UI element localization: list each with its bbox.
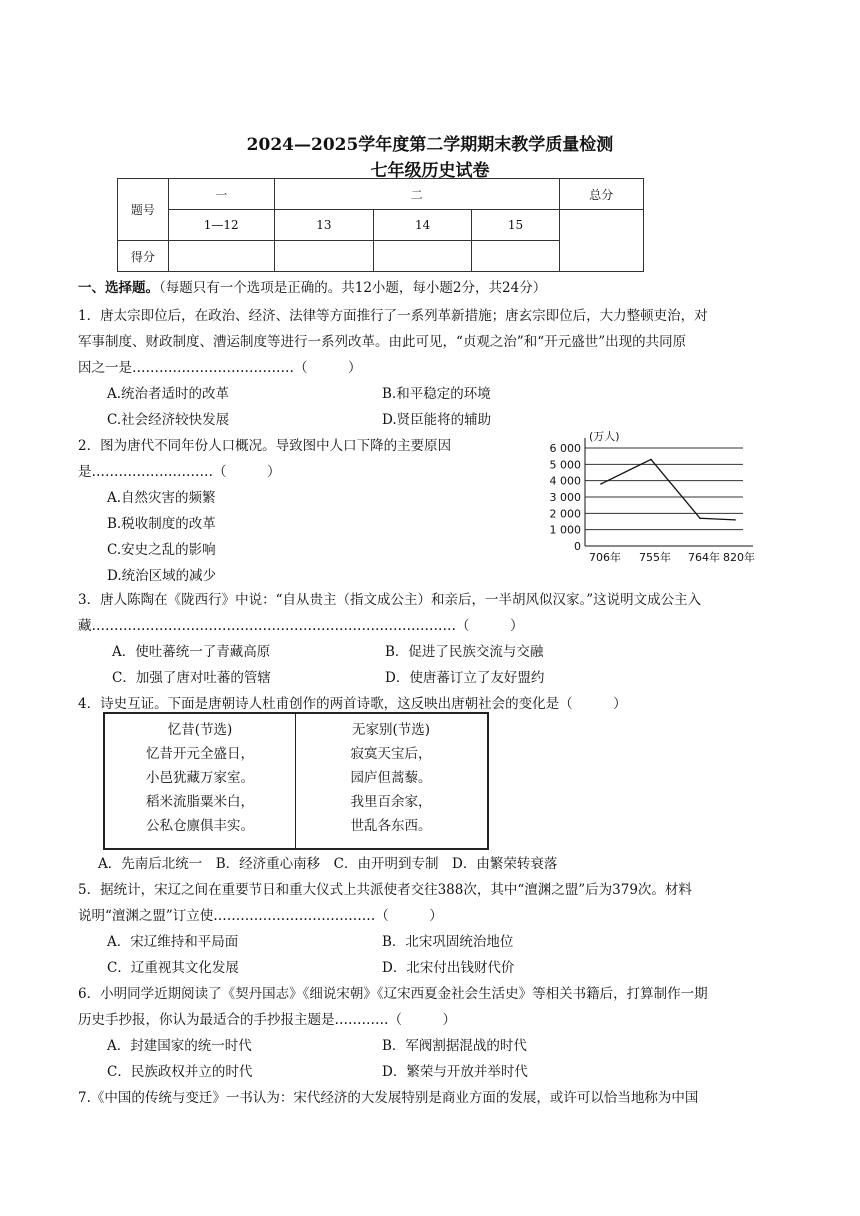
score-cell (374, 241, 472, 272)
y-tick-label: 3 000 (549, 491, 581, 504)
q1-text: 因之一是………………………………（ ） (78, 360, 362, 376)
score-cell (274, 241, 373, 272)
poem-right-title: 无家别(节选) (351, 722, 431, 738)
q5-text: 说明“澶渊之盟”订立使………………………………（ ） (78, 908, 443, 924)
x-tick-label: 706年 (589, 551, 621, 564)
population-point (600, 483, 602, 485)
poem-left-line: 稻米流脂粟米白， (146, 794, 254, 810)
q5-text: 5．据统计，宋辽之间在重要节日和重大仪式上共派使者交往388次，其中“澶渊之盟”后为379次。材料 (78, 882, 692, 898)
score-cell (472, 241, 559, 272)
y-tick-label: 6 000 (549, 442, 581, 455)
q5-option-d: D．北宋付出钱财代价 (382, 960, 515, 976)
q2-option-c: C.安史之乱的影响 (107, 542, 216, 558)
score-table-total-cell (559, 210, 643, 272)
poem-right-line: 我里百余家， (350, 794, 432, 810)
population-point (734, 519, 736, 521)
q3-option-c: C．加强了唐对吐蕃的管辖 (112, 670, 271, 686)
population-point (650, 459, 652, 461)
poem-left-title: 忆昔(节选) (167, 722, 233, 738)
q6-option-d: D．繁荣与开放并举时代 (382, 1064, 528, 1080)
score-table-part-one: 一 (168, 179, 274, 210)
score-table-score-label: 得分 (118, 241, 169, 272)
q1-option-d: D.贤臣能将的辅助 (382, 412, 492, 428)
q2-text: 2．图为唐代不同年份人口概况。导致图中人口下降的主要原因 (78, 438, 452, 454)
poem-box (103, 712, 489, 850)
score-table-sub-3: 14 (374, 210, 472, 241)
score-table-sub-2: 13 (274, 210, 373, 241)
poem-left-line: 公私仓廪俱丰实。 (146, 818, 254, 834)
q5-option-b: B．北宋巩固统治地位 (382, 934, 514, 950)
q6-text: 历史手抄报，你认为最适合的手抄报主题是…………（ ） (78, 1012, 456, 1028)
score-table-part-two: 二 (274, 179, 559, 210)
population-point (699, 517, 701, 519)
x-tick-label: 764年 (688, 551, 720, 564)
section-note: （每题只有一个选项是正确的。共12小题，每小题2分，共24分） (159, 280, 547, 296)
poem-right-line: 寂寞天宝后， (350, 746, 432, 762)
population-series-line (601, 459, 735, 519)
score-table-sub-4: 15 (472, 210, 559, 241)
score-table-sub-1: 1—12 (168, 210, 274, 241)
poem-right-line: 世乱各东西。 (350, 818, 432, 834)
y-tick-label: 5 000 (549, 458, 581, 472)
poem-right-column (296, 714, 486, 848)
q5-option-c: C．辽重视其文化发展 (107, 960, 239, 976)
y-tick-label: 1 000 (549, 523, 581, 537)
population-line-chart (543, 428, 763, 568)
poem-left-line: 小邑犹藏万家室。 (146, 770, 254, 786)
q1-text: 1．唐太宗即位后，在政治、经济、法律等方面推行了一系列革新措施；唐玄宗即位后，大力整顿吏治，对 (78, 308, 708, 324)
q3-option-b: B．促进了民族交流与交融 (385, 644, 544, 660)
q5-option-a: A．宋辽维持和平局面 (107, 934, 239, 950)
q1-text: 军事制度、财政制度、漕运制度等进行一系列改革。由此可见，“贞观之治”和“开元盛世”出现的共同原 (78, 334, 687, 350)
score-table-question-label: 题号 (118, 179, 169, 241)
exam-subtitle: 七年级历史试卷 (370, 161, 490, 181)
q2-text: 是………………………（ ） (78, 464, 281, 480)
poem-right-line: 园庐但蒿藜。 (350, 770, 432, 786)
score-table-total-label: 总分 (559, 179, 643, 210)
q6-option-b: B．军阀割据混战的时代 (382, 1038, 527, 1054)
q2-option-a: A.自然灾害的频繁 (107, 490, 216, 506)
exam-title: 2024—2025学年度第二学期期末教学质量检测 (246, 135, 614, 155)
q3-text: 3．唐人陈陶在《陇西行》中说：“自从贵主（指文成公主）和亲后，一半胡风似汉家。”这说明文成公主入 (78, 592, 702, 608)
q6-option-a: A．封建国家的统一时代 (107, 1038, 252, 1054)
q3-option-d: D．使唐蕃订立了友好盟约 (385, 670, 545, 686)
score-table (117, 178, 644, 272)
score-cell (168, 241, 274, 272)
q7-text: 7.《中国的传统与变迁》一书认为：宋代经济的大发展特别是商业方面的发展，或许可以恰当地称为中国 (78, 1090, 699, 1106)
section-title: 一、选择题。 (78, 280, 159, 296)
q1-option-c: C.社会经济较快发展 (107, 412, 230, 428)
q6-option-c: C．民族政权并立的时代 (107, 1064, 253, 1080)
poem-left-column (105, 714, 296, 848)
section-heading (78, 276, 546, 296)
q3-option-a: A．使吐蕃统一了青藏高原 (112, 644, 271, 660)
y-tick-label: 2 000 (549, 507, 581, 521)
q4-options: A．先南后北统一 B．经济重心南移 C．由开明到专制 D．由繁荣转衰落 (98, 856, 558, 872)
q2-option-d: D.统治区域的减少 (107, 568, 217, 584)
q1-option-b: B.和平稳定的环境 (382, 386, 491, 402)
q6-text: 6．小明同学近期阅读了《契丹国志》《细说宋朝》《辽宋西夏金社会生活史》等相关书籍后，打算制作一期 (78, 986, 708, 1002)
q2-option-b: B.税收制度的改革 (107, 516, 216, 532)
y-tick-label: 4 000 (549, 474, 581, 488)
x-tick-label: 820年 (723, 551, 755, 564)
q4-text: 4．诗史互证。下面是唐朝诗人杜甫创作的两首诗歌，这反映出唐朝社会的变化是（ ） (78, 696, 627, 712)
q1-option-a: A.统治者适时的改革 (107, 386, 230, 402)
q3-text: 藏………………………………………………………………………（ ） (78, 618, 524, 634)
y-tick-label: 0 (574, 540, 581, 553)
y-unit-label: (万人) (589, 430, 620, 443)
poem-left-line: 忆昔开元全盛日， (146, 746, 254, 762)
x-tick-label: 755年 (639, 551, 671, 564)
